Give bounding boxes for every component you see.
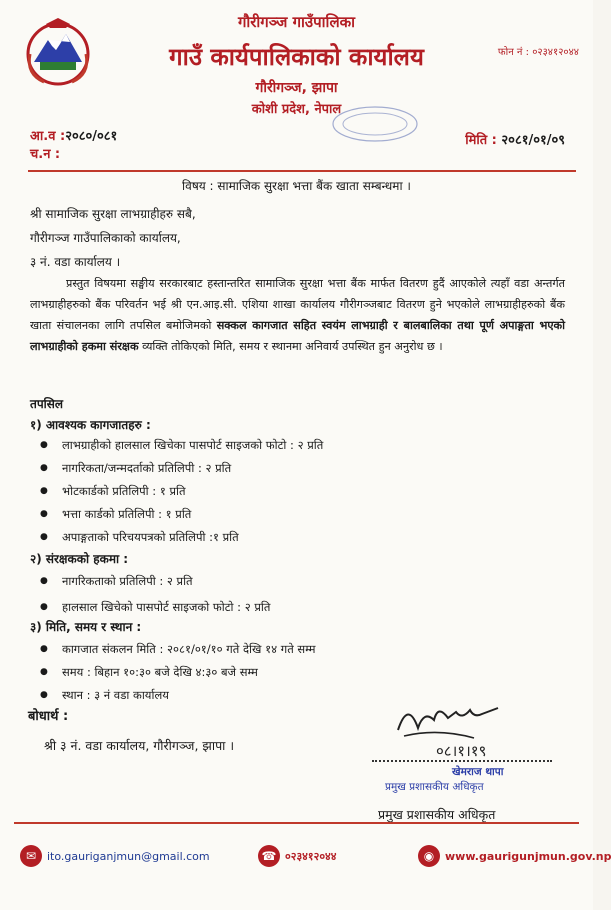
office-stamp-icon [330, 104, 420, 144]
list-item: ● भत्ता कार्डको प्रतिलिपी : १ प्रति [40, 503, 323, 526]
footer-website [418, 845, 611, 867]
header-phone: फोन नं : ०२३४१२०४४ [497, 47, 579, 58]
list-item: ● लाभग्राहीको हालसाल खिचेका पासपोर्ट साइजको फोटो : २ प्रति [40, 434, 323, 457]
email-text: ito.gauriganjmun@gmail.com [47, 849, 210, 863]
signatory-stamp-title: प्रमुख प्रशासकीय अधिकृत [385, 781, 484, 793]
header-divider [28, 170, 576, 172]
office-name: गाउँ कार्यपालिकाको कार्यालय [169, 43, 424, 71]
details-heading: तपसिल [30, 397, 64, 411]
fiscal-year-value: २०८०/०८१ [65, 129, 118, 144]
schedule-list [40, 638, 316, 707]
list-item: ● नागरिकताको प्रतिलिपी : २ प्रति [40, 570, 270, 593]
list-item: ● नागरिकता/जन्मदर्ताको प्रतिलिपी : २ प्रति [40, 457, 323, 480]
required-documents-list [40, 434, 323, 549]
mail-icon: ✉ [20, 845, 42, 867]
footer-phone [258, 845, 336, 867]
handwritten-signature [378, 690, 538, 760]
signature-line [372, 760, 552, 762]
date-value: २०८१/०१/०९ [501, 133, 565, 148]
svg-text:०८।१।१९: ०८।१।१९ [436, 742, 487, 760]
copy-to-label: बोधार्थ : [28, 709, 69, 724]
paragraph-bold-text: सक्कल कागजात सहित स्वयंम लाभग्राही र बालबालिका तथा पूर्ण अपाङ्गता भएको लाभग्राहीको हकमा संरक्षक [30, 319, 566, 353]
addressee-block [30, 202, 196, 274]
paragraph-text: प्रस्तुत विषयमा सङ्घीय सरकारबाट हस्तान्तरित सामाजिक सुरक्षा भत्ता बैंक मार्फत वितरण हुदैं आएकोले त्यहाँ वडा अन्तर्गत लाभग्राहीहरुको बैंक परिवर्तन भई श्री एन.आइ.सी. एशिया शाखा कार्यालय गौरीगञ्जबाट वितरण हुने भएकोले लाभग्राहीहरुको बैंक खाता संचालनका लागि तपसिल बमोजिमको [30, 277, 565, 332]
phone-text: ०२३४१२०४४ [285, 849, 337, 863]
list-item: ● समय : बिहान १०:३० बजे देखि ४:३० बजे सम्म [40, 661, 316, 684]
date-block [465, 130, 565, 148]
globe-icon: ◉ [418, 845, 440, 867]
list-item: ● स्थान : ३ नं वडा कार्यालय [40, 684, 316, 707]
date-label: मिति : [465, 133, 497, 148]
list-item: ● अपाङ्गताको परिचयपत्रको प्रतिलिपी :१ प्रति [40, 526, 323, 549]
office-location: गौरीगञ्ज, झापा [255, 80, 338, 96]
section-title: ३) मिति, समय र स्थान : [30, 620, 142, 634]
website-text: www.gaurigunjmun.gov.np [445, 849, 611, 863]
fiscal-year-label: आ.व : [30, 129, 66, 144]
addressee-line: गौरीगञ्ज गाउँपालिकाको कार्यालय, [30, 231, 181, 245]
dispatch-number-label: च.न : [30, 147, 61, 162]
paragraph-text: व्यक्ति तोकिएको मिति, समय र स्थानमा अनिवार्य उपस्थित हुन अनुरोध छ । [138, 340, 443, 353]
body-paragraph [30, 273, 565, 357]
list-item: ● हालसाल खिचेको पासपोर्ट साइजको फोटो : २ प्रति [40, 596, 270, 619]
section-title: १) आवश्यक कागजातहरु : [30, 418, 151, 432]
signatory-title: प्रमुख प्रशासकीय अधिकृत [378, 807, 496, 822]
footer-divider [14, 822, 579, 824]
addressee-line: श्री सामाजिक सुरक्षा लाभग्राहीहरु सबै, [30, 207, 196, 221]
phone-icon: ☎ [258, 845, 280, 867]
footer-email [20, 845, 210, 867]
list-item: ● भोटकार्डको प्रतिलिपी : १ प्रति [40, 480, 323, 503]
signatory-name: खेमराज थापा [452, 766, 504, 778]
office-province: कोशी प्रदेश, नेपाल [251, 102, 342, 117]
subject-line: विषय : सामाजिक सुरक्षा भत्ता बैंक खाता सम्बन्धमा । [182, 179, 411, 193]
section-title: २) संरक्षकको हकमा : [30, 552, 129, 566]
list-item: ● कागजात संकलन मिति : २०८१/०१/१० गते देखि १४ गते सम्म [40, 638, 316, 661]
addressee-line: ३ नं. वडा कार्यालय । [30, 255, 121, 269]
municipality-name: गौरीगञ्ज गाउँपालिका [237, 13, 356, 31]
guardian-documents-list [40, 570, 270, 619]
copy-to-recipient: श्री ३ नं. वडा कार्यालय, गौरीगञ्ज, झापा । [44, 738, 235, 753]
reference-block [30, 128, 117, 164]
